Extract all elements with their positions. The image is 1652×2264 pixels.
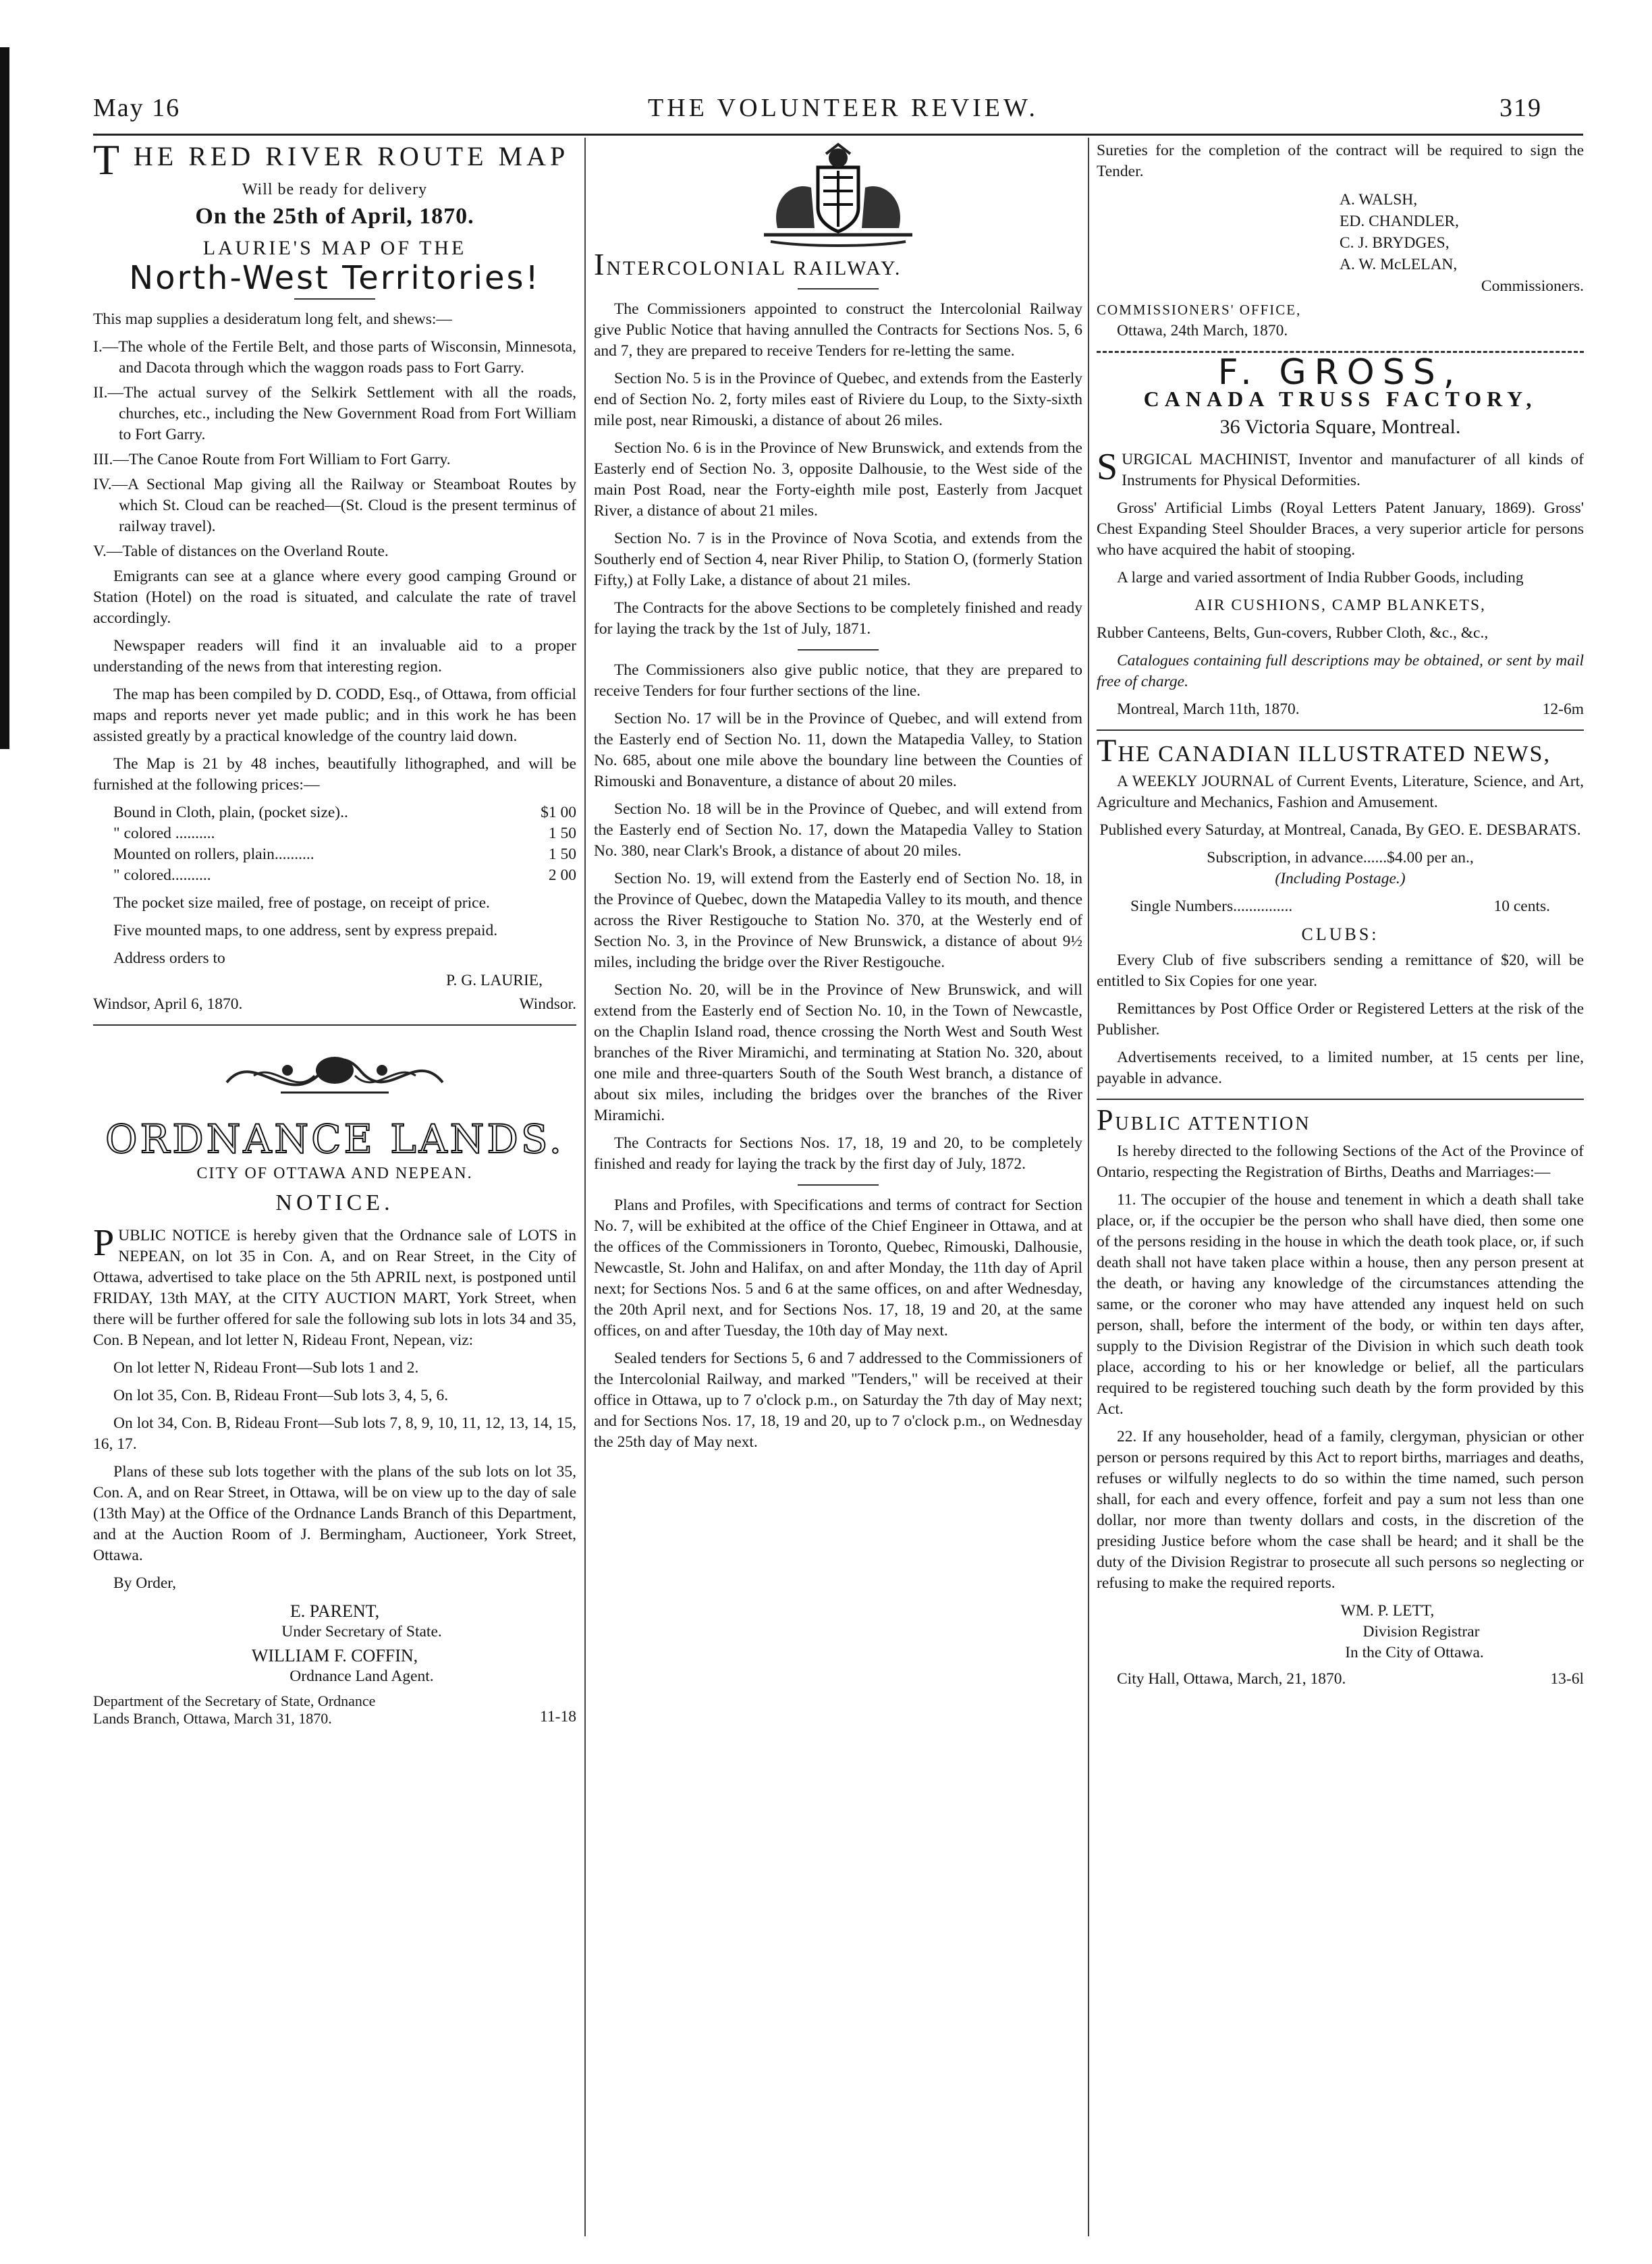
signer-parent: E. PARENT, (290, 1601, 380, 1621)
department-line (93, 1692, 576, 1728)
weekly-paragraph: A WEEKLY JOURNAL of Current Events, Literature, Science, and Art, Agriculture and Mechanics, Fashion and Amusement. (1097, 773, 1584, 811)
commissioner-name: A. WALSH, (1340, 191, 1418, 209)
header-title: THE VOLUNTEER REVIEW. (648, 94, 1039, 122)
divider (798, 288, 879, 289)
header-date: May 16 (93, 94, 181, 122)
commissioners-label: Commissioners. (1481, 277, 1584, 295)
divider (798, 1184, 879, 1186)
price-label: Mounted on rollers, plain.......... (113, 846, 314, 863)
price-value: 1 50 (548, 846, 576, 863)
signature-place-date: Windsor, April 6, 1870. (93, 995, 243, 1013)
lot-listing: On lot letter N, Rideau Front—Sub lots 1 and 2. (113, 1359, 419, 1377)
railway-paragraph: Section No. 17 will be in the Province of Quebec, and will extend from the Easterly end of Section No. 11, down the Matapedia Valley, to Station No. 685, about one mile above the boundary line between the Counties of Rimouski and Bonaventure, a distance of about 20 miles. (594, 710, 1082, 790)
commissioner-name: C. J. BRYDGES, (1340, 234, 1450, 252)
column-1 (93, 136, 576, 1734)
signature-line (93, 994, 576, 1015)
illustrated-news-heading (1097, 733, 1584, 769)
paragraph-five-maps: Five mounted maps, to one address, sent by express prepaid. (113, 922, 498, 939)
signer-lett-role: Division Registrar (1362, 1623, 1480, 1640)
single-numbers-label: Single Numbers............... (1130, 898, 1293, 915)
railway-paragraph: Plans and Profiles, with Specifications and terms of contract for Section No. 7, will be exhibited at the office of the Chief Engineer in Ottawa, and at the offices of the Commissioners in Toronto, Quebec, Rimouski, Dalhousie, Newcastle, St. John and Halifax, on and after Monday, the 11th day of April next; for Sections Nos. 5 and 6 at the same offices, on and after Wednesday, the 20th April next, and for Sections Nos. 17, 18, 19 and 20, at the same offices, on and after Tuesday, the 10th day of May next. (594, 1196, 1082, 1340)
column-3 (1097, 140, 1584, 1696)
commissioner-name: A. W. McLELAN, (1340, 256, 1458, 273)
price-label: " colored .......... (113, 825, 215, 842)
price-label: " colored.......... (113, 866, 211, 884)
ad-code: 11-18 (540, 1708, 576, 1725)
map-ad-title (93, 136, 576, 184)
office-label: COMMISSIONERS' OFFICE, (1097, 302, 1302, 318)
coat-of-arms-icon (750, 140, 926, 248)
paragraph-size: The Map is 21 by 48 inches, beautifully lithographed, and will be furnished at the following prices:— (93, 755, 576, 794)
gross-address: 36 Victoria Square, Montreal. (1219, 416, 1461, 438)
cushions-line: AIR CUSHIONS, CAMP BLANKETS, (1194, 597, 1486, 614)
railway-paragraph: The Commissioners appointed to construct the Intercolonial Railway give Public Notice that having annulled the Contracts for Sections Nos. 5, 6 and 7, they are prepared to receive Tenders for re-letting the same. (594, 300, 1082, 360)
header-rule (93, 134, 1583, 136)
divider (294, 298, 375, 300)
divider (798, 649, 879, 651)
office-date: Ottawa, 24th March, 1870. (1117, 322, 1288, 339)
price-value: $1 00 (541, 804, 576, 821)
railway-paragraph: Section No. 7 is in the Province of Nova Scotia, and extends from the Southerly end of Section 4, near River Philip, to Station O, (formerly Station Fifty,) at Folly Lake, a distance of about 21 miles. (594, 530, 1082, 589)
list-item: IV.—A Sectional Map giving all the Railway or Steamboat Routes by which St. Cloud can be reached—(St. Cloud is the present terminus of railway travel). (93, 476, 576, 535)
public-notice-paragraph (93, 1222, 576, 1351)
map-ready-date: On the 25th of April, 1870. (195, 204, 474, 229)
price-row (93, 802, 576, 823)
ordnance-subheading: CITY OF OTTAWA AND NEPEAN. (196, 1165, 473, 1182)
price-row (93, 823, 576, 844)
public-attention-title-text: UBLIC ATTENTION (1115, 1113, 1311, 1134)
india-rubber-paragraph: A large and varied assortment of India Rubber Goods, including (1117, 569, 1524, 586)
price-label: Bound in Cloth, plain, (pocket size).. (113, 804, 348, 821)
scan-edge-bar (0, 47, 9, 749)
remittances-paragraph: Remittances by Post Office Order or Registered Letters at the risk of the Publisher. (1097, 1000, 1584, 1039)
club-paragraph: Every Club of five subscribers sending a remittance of $20, will be entitled to Six Copies for one year. (1097, 951, 1584, 990)
north-west-heading: North-West Territories! (129, 259, 541, 297)
department-text: Department of the Secretary of State, Ordnance Lands Branch, Ottawa, March 31, 1870. (93, 1692, 376, 1727)
signer-lett: WM. P. LETT, (1340, 1602, 1435, 1620)
public-attention-intro: Is hereby directed to the following Sections of the Act of the Province of Ontario, respecting the Registration of Births, Deaths and Marriages:— (1097, 1142, 1584, 1181)
column-divider (1088, 138, 1089, 2236)
signature-town: Windsor. (519, 995, 576, 1013)
signer-parent-role: Under Secretary of State. (281, 1623, 442, 1640)
map-contents-list (93, 337, 576, 562)
by-order: By Order, (113, 1574, 177, 1592)
railway-paragraph: Section No. 20, will be in the Province of New Brunswick, and will extend from the Easterly end of Section No. 10, in the Town of Newcastle, on the Chaplin Island road, thence crossing the North West and South West branches of the River Miramichi, and terminating at Station No. 320, about one mile and three-quarters South of the South West branch, a distance of about six miles, including the bridges over the branches of the River Miramichi. (594, 981, 1082, 1124)
map-ready-line: Will be ready for delivery (242, 181, 428, 198)
intercolonial-heading (594, 247, 1082, 281)
city-hall-date: City Hall, Ottawa, March, 21, 1870. (1117, 1670, 1346, 1688)
column-2 (594, 140, 1082, 1460)
catalogues-paragraph: Catalogues containing full descriptions may be obtained, or sent by mail free of charge. (1097, 652, 1584, 690)
column-divider (584, 138, 586, 2236)
laurie-map-heading: LAURIE'S MAP OF THE (202, 237, 467, 259)
sureties-paragraph: Sureties for the completion of the contract will be required to sign the Tender. (1097, 142, 1584, 180)
railway-paragraph: The Contracts for Sections Nos. 17, 18, 19 and 20, to be completely finished and ready for laying the track by the first day of July, 1872. (594, 1134, 1082, 1173)
railway-paragraph: The Commissioners also give public notice, that they are prepared to receive Tenders for four further sections of the line. (594, 661, 1082, 700)
drop-cap: P (1097, 1103, 1116, 1136)
divider (1097, 1099, 1584, 1100)
montreal-date: Montreal, March 11th, 1870. (1117, 700, 1300, 718)
gross-heading: F. GROSS, (1217, 352, 1463, 393)
address-orders: Address orders to (113, 949, 225, 967)
intercolonial-title-text: NTERCOLONIAL RAILWAY. (606, 257, 902, 279)
price-value: 2 00 (548, 866, 576, 884)
divider (1097, 729, 1584, 731)
rubber-paragraph: Rubber Canteens, Belts, Gun-covers, Rubber Cloth, &c., &c., (1097, 624, 1489, 642)
map-intro: This map supplies a desideratum long felt, and shews:— (93, 310, 452, 328)
divider (93, 1024, 576, 1026)
published-paragraph: Published every Saturday, at Montreal, Canada, By GEO. E. DESBARATS. (1099, 821, 1581, 839)
section-22-paragraph: 22. If any householder, head of a family, clergyman, physician or other person or persons required by this Act to report births, marriages and deaths, refuses or wilfully neglects to do so within the time named, such person shall, for each and every offence, forfeit and pay a sum not less than one dollar, nor more than twenty dollars and costs, in the discretion of the presiding Justice before whom the case shall be heard; and it shall be the duty of the Division Registrar to prosecute all such persons so neglecting or refusing to make the required reports. (1097, 1428, 1584, 1592)
paragraph-compiled: The map has been compiled by D. CODD, Esq., of Ottawa, from official maps and reports never yet made public; and in this work he has been assisted greatly by a practical knowledge of the country laid down. (93, 686, 576, 745)
public-attention-heading (1097, 1103, 1584, 1136)
drop-cap: T (1097, 733, 1118, 769)
header-page-number: 319 (1499, 94, 1542, 122)
single-numbers-line (1097, 896, 1584, 917)
paragraph-plans: Plans of these sub lots together with the plans of the sub lots on lot 35, Con. A, and on Rear Street, in Ottawa, will be on view up to the day of sale (13th May) at the Office of the Ordnance Lands Branch of this Department, and at the Auction Room of J. Bermingham, Auctioneer, York Street, Ottawa. (93, 1463, 576, 1564)
section-11-paragraph: 11. The occupier of the house and tenement in which a death shall take place, or, if the occupier be the person who shall have died, then some one of the persons residing in the house in which the death took place, or, if such death shall not have taken place within a house, then any person present at the death, or having any knowledge of the circumstances attending the same, or the coroner who may have attended any inquest held on such person, shall, before the interment of the body, or within ten days after, supply to the Division Registrar of the Division in which such death took place, according to his or her knowledge or belief, all the particulars required to be registered touching such death by the form provided by this Act. (1097, 1191, 1584, 1418)
railway-paragraph: Section No. 5 is in the Province of Quebec, and extends from the Easterly end of Section No. 2, forty miles east of Riviere du Loup, to the Sixty-sixth mile post, near Rimouski, a distance of about 26 miles. (594, 370, 1082, 429)
railway-paragraph: Section No. 19, will extend from the Easterly end of Section No. 18, in the Province of Quebec, down the Matapedia Valley to its mouth, and thence across the River Restigouche to Station No. 370, at the Westerly end of Section No. 3, in the Province of New Brunswick, a distance of about 9½ miles, including the bridge over the River Restigouche. (594, 870, 1082, 971)
drop-cap: T (93, 136, 124, 184)
list-item: III.—The Canoe Route from Fort William to Fort Garry. (93, 451, 451, 468)
lot-listing: On lot 35, Con. B, Rideau Front—Sub lots 3, 4, 5, 6. (113, 1387, 449, 1404)
list-item: I.—The whole of the Fertile Belt, and those parts of Wisconsin, Minnesota, and Dacota through which the waggon roads pass to Fort Garry. (93, 338, 576, 377)
lot-listing: On lot 34, Con. B, Rideau Front—Sub lots 7, 8, 9, 10, 11, 12, 13, 14, 15, 16, 17. (93, 1414, 576, 1453)
subscription-line: Subscription, in advance......$4.00 per an., (1207, 849, 1474, 866)
single-numbers-price: 10 cents. (1493, 898, 1550, 915)
advertisements-paragraph: Advertisements received, to a limited number, at 15 cents per line, payable in advance. (1097, 1049, 1584, 1087)
railway-paragraph: The Contracts for the above Sections to be completely finished and ready for laying the track by the 1st of July, 1871. (594, 599, 1082, 638)
price-value: 1 50 (548, 825, 576, 842)
ornament-flourish-icon (213, 1035, 456, 1109)
surgical-paragraph (1097, 446, 1584, 491)
montreal-line (1097, 699, 1584, 720)
clubs-heading: CLUBS: (1301, 924, 1379, 944)
price-row (93, 844, 576, 865)
signature-name: P. G. LAURIE, (446, 972, 543, 989)
truss-factory-heading: CANADA TRUSS FACTORY, (1143, 387, 1537, 411)
price-list (93, 802, 576, 886)
map-title-text: HE RED RIVER ROUTE MAP (133, 141, 570, 171)
railway-paragraph: Sealed tenders for Sections 5, 6 and 7 addressed to the Commissioners of the Intercolonial Railway, and marked "Tenders," will be received at their office in Ottawa, up to 7 o'clock p.m., on Saturday the 7th day of May next; and for Sections Nos. 17, 18, 19 and 20, up to 7 o'clock p.m., on Wednesday the 25th day of May next. (594, 1350, 1082, 1451)
surgical-text: URGICAL MACHINIST, Inventor and manufacturer of all kinds of Instruments for Physical Deformities. (1122, 451, 1584, 489)
paragraph-emigrants: Emigrants can see at a glance where every good camping Ground or Station (Hotel) on the road is situated, and calculate the rate of travel accordingly. (93, 568, 576, 627)
signer-coffin: WILLIAM F. COFFIN, (251, 1646, 418, 1665)
drop-cap: P (93, 1222, 115, 1264)
paragraph-pocket: The pocket size mailed, free of postage, on receipt of price. (113, 894, 490, 912)
commissioner-names (1097, 189, 1584, 297)
ad-code: 12-6m (1542, 700, 1584, 718)
city-hall-line (1097, 1669, 1584, 1690)
drop-cap: I (594, 247, 607, 281)
list-item: V.—Table of distances on the Overland Route. (93, 543, 389, 560)
price-row (93, 865, 576, 886)
illustrated-news-title-text: HE CANADIAN ILLUSTRATED NEWS, (1118, 742, 1551, 767)
public-notice-text: UBLIC NOTICE is hereby given that the Ordnance sale of LOTS in NEPEAN, on lot 35 in Con. A, and on Rear Street, in the City of Ottawa, advertised to take place on the 5th APRIL next, is postponed until FRIDAY, 13th MAY, at the CITY AUCTION MART, York Street, when there will be further offered for sale the following sub lots in lots 34 and 35, Con. B Nepean, and lot letter N, Rideau Front, Nepean, viz: (93, 1227, 576, 1349)
notice-heading: NOTICE. (275, 1190, 394, 1215)
commissioner-name: ED. CHANDLER, (1340, 213, 1459, 230)
drop-cap: S (1097, 446, 1118, 488)
list-item: II.—The actual survey of the Selkirk Settlement with all the roads, churches, etc., including the New Government Road from Fort William to Fort Garry. (93, 384, 576, 443)
railway-paragraph: Section No. 18 will be in the Province of Quebec, and will extend from the Easterly end of Section No. 17, down the Matapedia Valley to Station No. 380, near Clark's Brook, a distance of about 20 miles. (594, 800, 1082, 860)
paragraph-newspaper: Newspaper readers will find it an invaluable aid to a proper understanding of the news from that interesting region. (93, 637, 576, 675)
limbs-paragraph: Gross' Artificial Limbs (Royal Letters Patent January, 1869). Gross' Chest Expanding Steel Shoulder Braces, a very superior article for persons who have acquired the habit of stooping. (1097, 499, 1584, 559)
signer-coffin-role: Ordnance Land Agent. (290, 1667, 434, 1685)
ad-code: 13-6l (1550, 1670, 1584, 1688)
postage-line: (Including Postage.) (1275, 870, 1406, 887)
railway-paragraph: Section No. 6 is in the Province of New Brunswick, and extends from the Easterly end of Section No. 3, opposite Dalhousie, to the West side of the main Post Road, near the Forty-eighth mile post, Easterly from Jacquet River, a distance of about 21 miles. (594, 439, 1082, 520)
ordnance-lands-heading: ORDNANCE LANDS. (105, 1116, 565, 1162)
signer-lett-role: In the City of Ottawa. (1345, 1644, 1484, 1661)
